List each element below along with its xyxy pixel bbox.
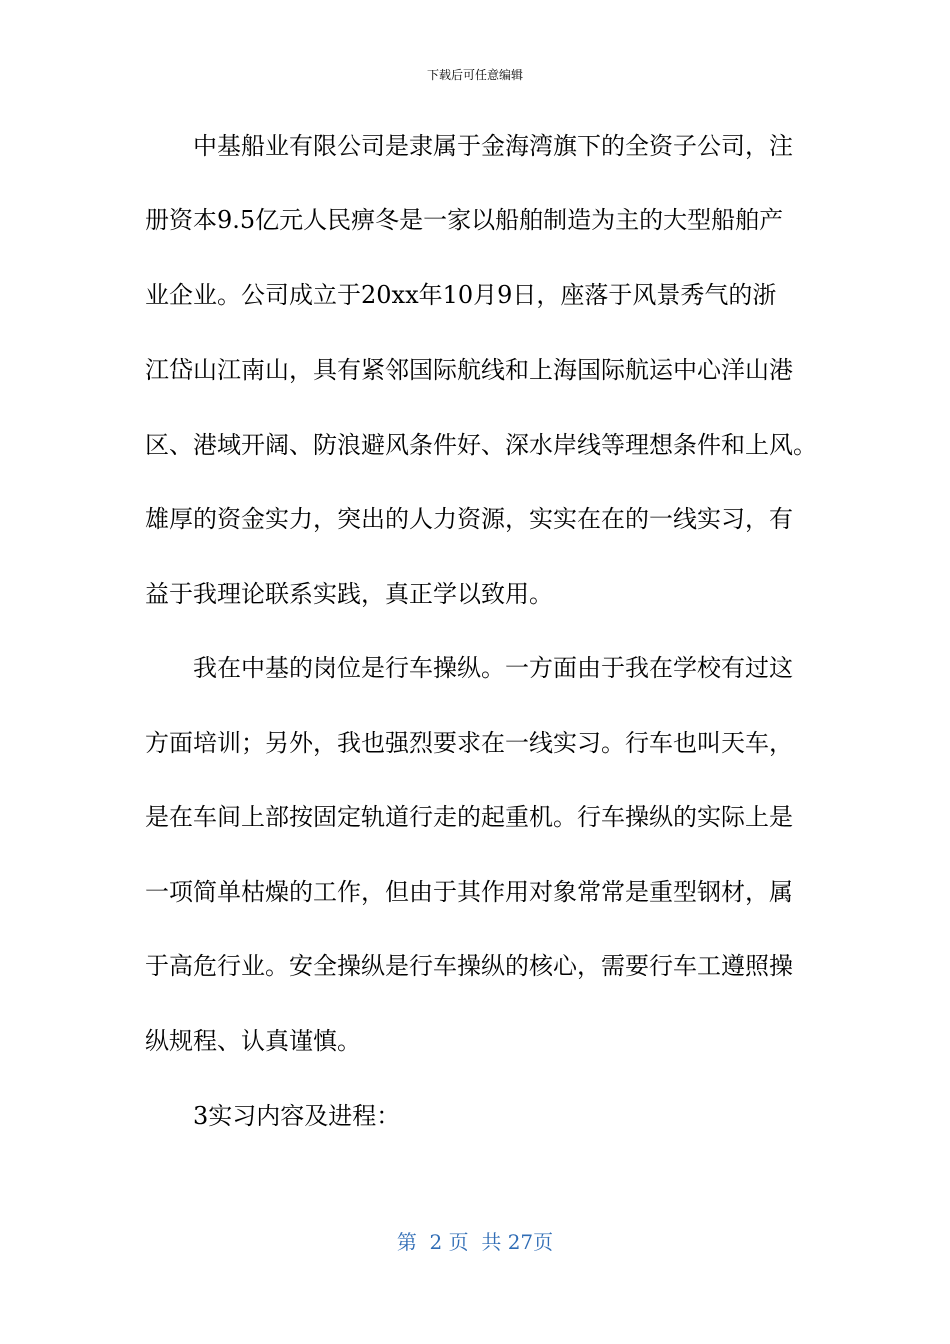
text-line: 我在中基的岗位是行车操纵。一方面由于我在学校有过这	[193, 654, 793, 682]
text-line: 方面培训；另外，我也强烈要求在一线实习。行车也叫天车，	[145, 729, 793, 757]
page-header-note: 下载后可任意编辑	[426, 68, 523, 82]
text-line: 江岱山江南山，具有紧邻国际航线和上海国际航运中心洋山港	[145, 356, 793, 384]
text-line: 册资本9.5亿元人民痹冬是一家以船舶制造为主的大型船舶产	[145, 206, 784, 234]
text-line: 纵规程、认真谨慎。	[145, 1027, 361, 1055]
text-line: 雄厚的资金实力，突出的人力资源，实实在在的一线实习，有	[145, 505, 793, 533]
text-line: 益于我理论联系实践，真正学以致用。	[145, 580, 553, 608]
section-title: 3实习内容及进程：	[193, 1102, 401, 1130]
text-line: 区、港域开阔、防浪避风条件好、深水岸线等理想条件和上风。	[145, 431, 817, 459]
page-footer: 第 2 页 共 27页	[396, 1230, 554, 1254]
text-line: 业企业。公司成立于20xx年10月9日，座落于风景秀气的浙	[145, 281, 777, 309]
text-line: 于高危行业。安全操纵是行车操纵的核心，需要行车工遵照操	[145, 952, 793, 980]
text-line: 中基船业有限公司是隶属于金海湾旗下的全资子公司，注	[193, 132, 793, 160]
text-line: 一项简单枯燥的工作，但由于其作用对象常常是重型钢材，属	[145, 878, 793, 906]
text-line: 是在车间上部按固定轨道行走的起重机。行车操纵的实际上是	[145, 803, 793, 831]
